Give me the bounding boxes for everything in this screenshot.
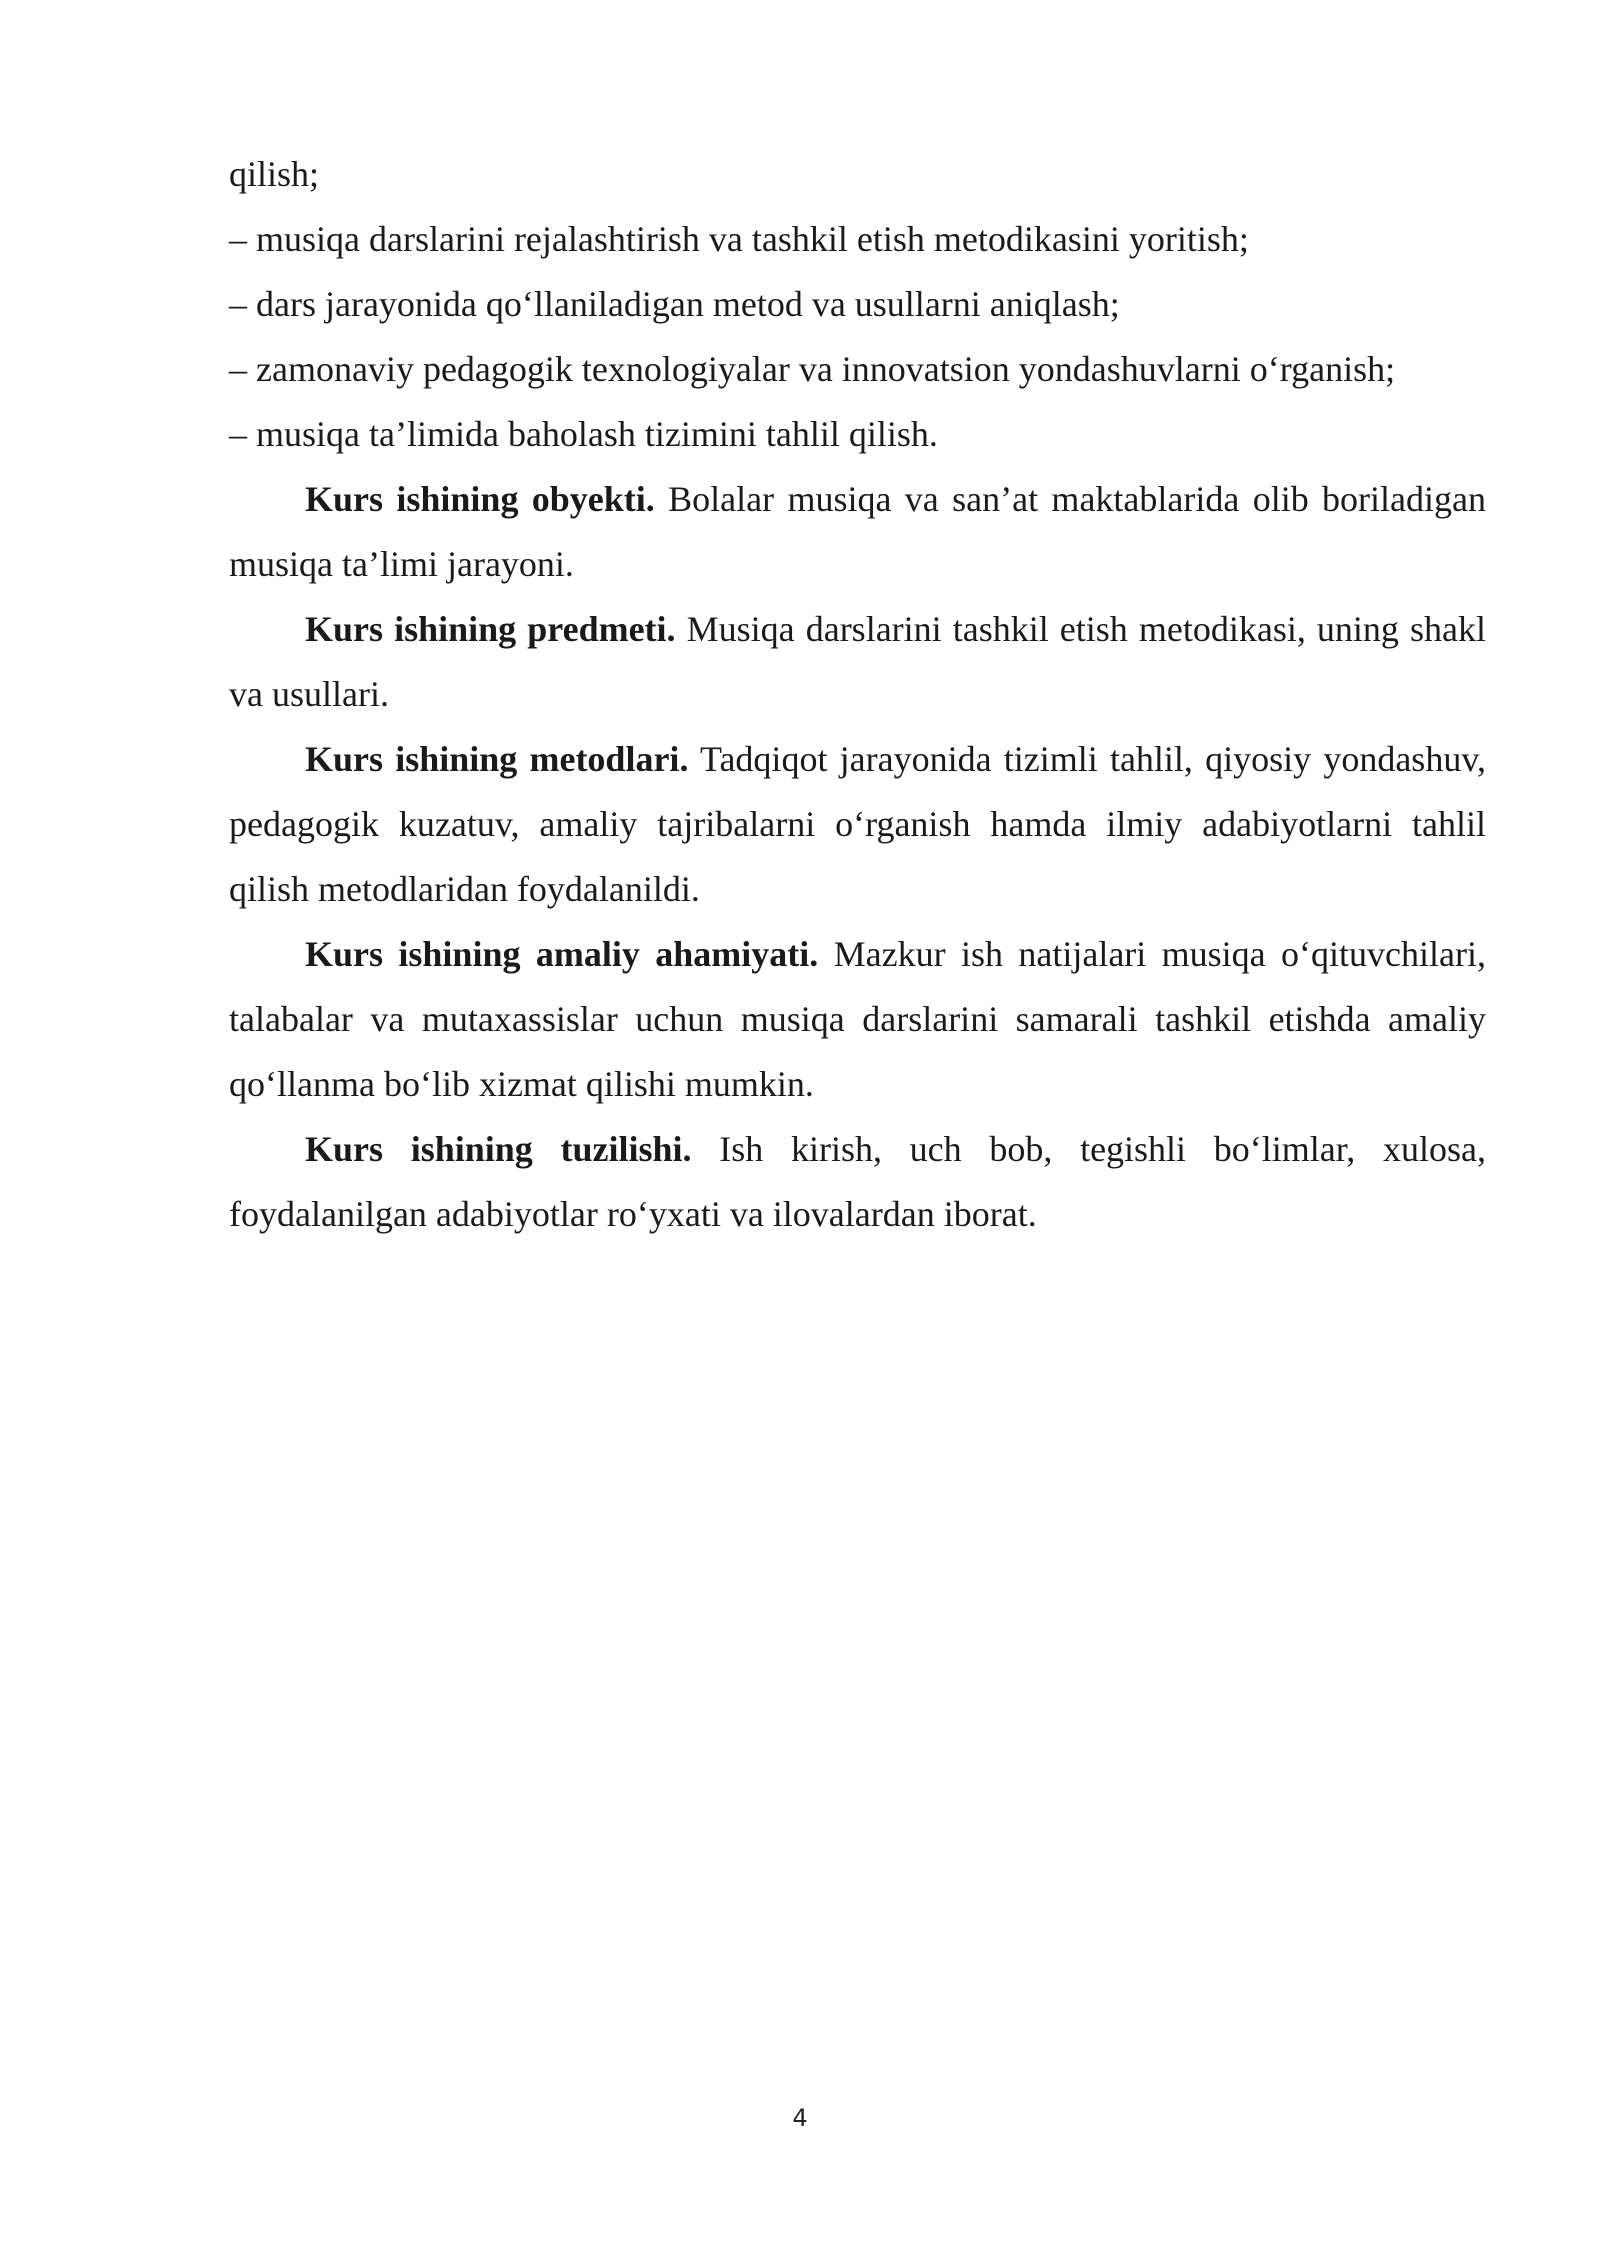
page-body <box>229 142 1486 1247</box>
object-heading: Kurs ishining obyekti. <box>305 479 655 519</box>
subject-heading: Kurs ishining predmeti. <box>305 609 676 649</box>
structure-paragraph <box>229 1117 1486 1247</box>
methods-paragraph <box>229 727 1486 922</box>
list-item: – musiqa darslarini rejalashtirish va tashkil etish metodikasini yoritish; <box>229 219 1249 259</box>
methods-text: Tadqiqot jarayonida tizimli tahlil, qiyosiy yondashuv, pedagogik kuzatuv, amaliy tajribalarni o‘rganish hamda ilmiy adabiyotlarni tahlil qilish metodlaridan foydalanildi. <box>229 739 1486 909</box>
structure-heading: Kurs ishining tuzilishi. <box>305 1129 692 1169</box>
practical-text: Mazkur ish natijalari musiqa o‘qituvchilari, talabalar va mutaxassislar uchun musiqa darslarini samarali tashkil etishda amaliy qo‘llanma bo‘lib xizmat qilishi mumkin. <box>229 934 1486 1104</box>
structure-text: Ish kirish, uch bob, tegishli bo‘limlar, xulosa, foydalanilgan adabiyotlar ro‘yxati va ilovalardan iborat. <box>229 1129 1486 1234</box>
object-text: Bolalar musiqa va san’at maktablarida olib boriladigan musiqa ta’limi jarayoni. <box>229 479 1486 584</box>
methods-heading: Kurs ishining metodlari. <box>305 739 689 779</box>
subject-paragraph <box>229 597 1486 727</box>
list-item: – zamonaviy pedagogik texnologiyalar va innovatsion yondashuvlarni o‘rganish; <box>229 349 1396 389</box>
object-paragraph <box>229 467 1486 597</box>
page-number: 4 <box>792 2104 808 2132</box>
list-item: – musiqa ta’limida baholash tizimini tahlil qilish. <box>229 414 938 454</box>
subject-text: Musiqa darslarini tashkil etish metodikasi, uning shakl va usullari. <box>229 609 1486 714</box>
practical-paragraph <box>229 922 1486 1117</box>
practical-heading: Kurs ishining amaliy ahamiyati. <box>305 934 819 974</box>
list-item: – dars jarayonida qo‘llaniladigan metod va usullarni aniqlash; <box>229 284 1120 324</box>
list-continuation-line: qilish; <box>229 154 320 194</box>
